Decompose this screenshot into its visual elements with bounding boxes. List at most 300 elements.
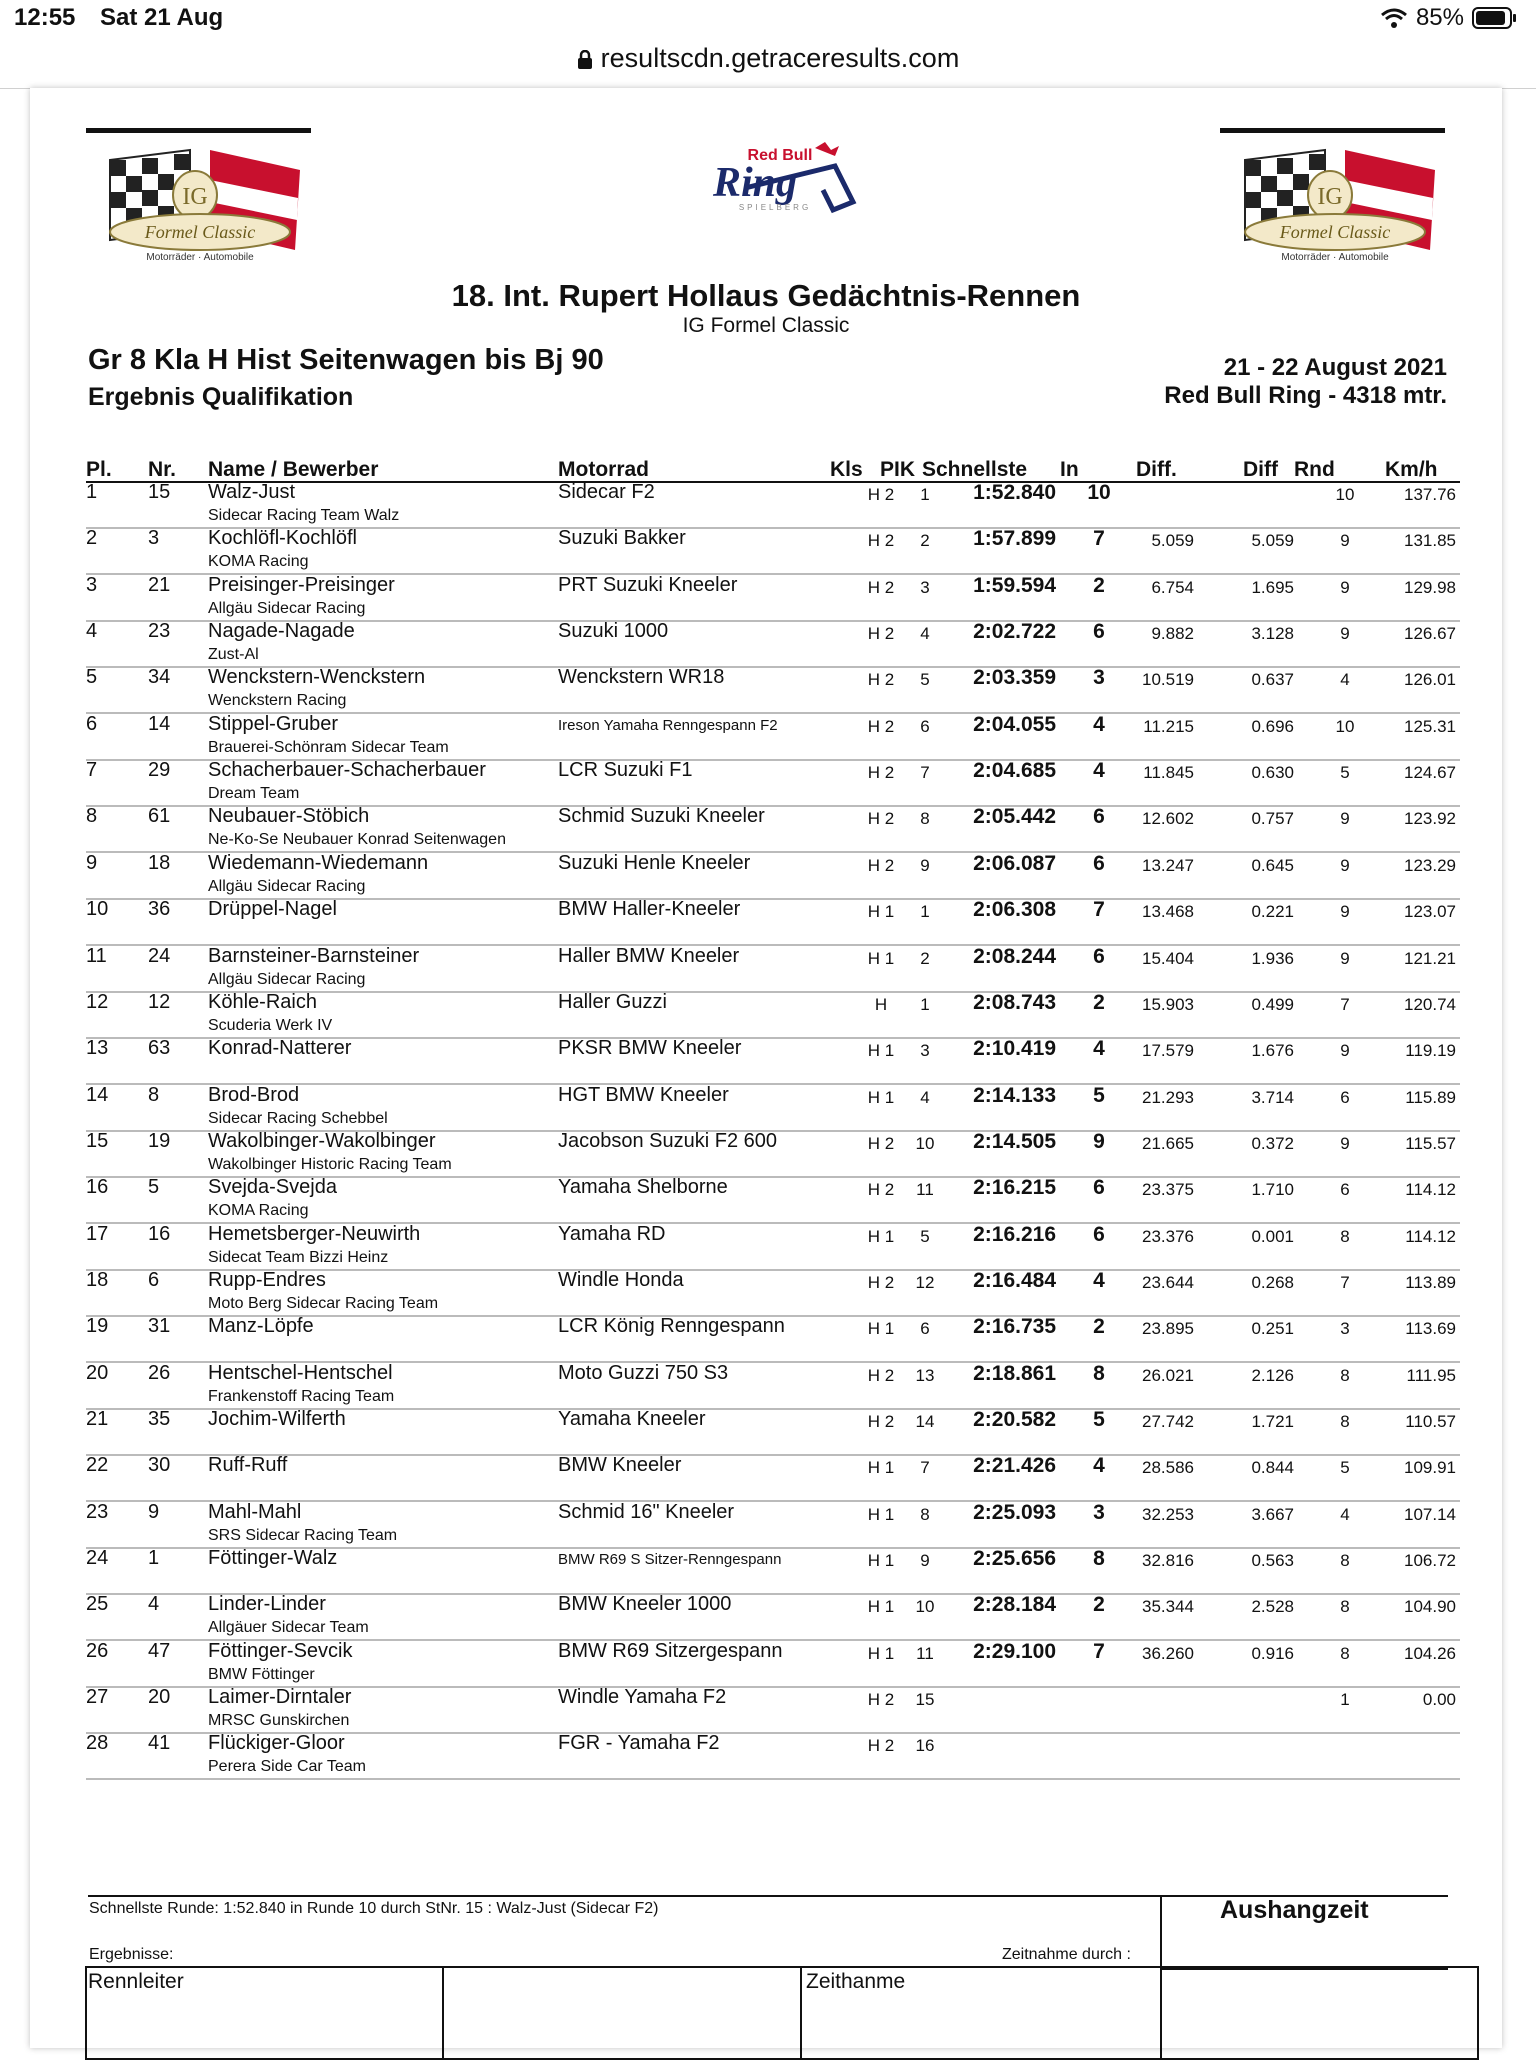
cell-pl: 27 <box>86 1686 109 1709</box>
col-pl: Pl. <box>86 458 112 481</box>
cell-fast: 2:04.055 <box>973 712 1056 736</box>
col-diff: Diff. <box>1136 458 1177 481</box>
cell-fast: 2:16.484 <box>973 1268 1056 1292</box>
cell-moto: BMW Haller-Kneeler <box>558 898 741 921</box>
cell-diff2: 0.268 <box>1251 1272 1294 1292</box>
cell-name: Rupp-Endres <box>208 1268 326 1291</box>
cell-diff: 21.665 <box>1142 1133 1194 1153</box>
event-title: 18. Int. Rupert Hollaus Gedächtnis-Rennen <box>451 278 1081 313</box>
cell-rnd: 9 <box>1340 624 1350 644</box>
cell-rnd: 9 <box>1340 948 1350 968</box>
cell-kls: H 2 <box>867 531 895 551</box>
cell-team: Brauerei-Schönram Sidecar Team <box>208 738 449 756</box>
ring-text: Ring <box>712 160 798 206</box>
cell-nr: 3 <box>148 527 160 550</box>
cell-name: Svejda-Svejda <box>208 1176 337 1199</box>
cell-team: Ne-Ko-Se Neubauer Konrad Seitenwagen <box>208 831 506 849</box>
cell-moto: FGR - Yamaha F2 <box>558 1732 720 1755</box>
cell-pl: 9 <box>86 851 98 874</box>
cell-kmh: 131.85 <box>1404 531 1456 551</box>
table-row <box>86 1593 1460 1641</box>
table-row <box>86 991 1460 1039</box>
logo-script-text: Formel Classic <box>144 222 256 242</box>
cell-fast: 2:05.442 <box>973 805 1056 829</box>
cell-pl: 19 <box>86 1315 109 1338</box>
cell-diff: 26.021 <box>1142 1365 1194 1385</box>
cell-kls: H 1 <box>867 1504 895 1524</box>
table-row <box>86 1269 1460 1317</box>
table-row <box>86 1732 1460 1780</box>
battery-icon <box>1472 6 1518 30</box>
cell-diff2: 0.563 <box>1251 1551 1294 1571</box>
cell-kls: H 2 <box>867 716 895 736</box>
cell-pik: 10 <box>915 1133 935 1153</box>
col-pik: PIK <box>880 458 916 481</box>
cell-kmh: 109.91 <box>1404 1458 1456 1478</box>
cell-diff: 15.903 <box>1142 994 1194 1014</box>
cell-diff: 21.293 <box>1142 1087 1194 1107</box>
cell-pl: 24 <box>86 1547 109 1570</box>
event-organizer: IG Formel Classic <box>682 314 850 337</box>
cell-pl: 10 <box>86 898 109 921</box>
cell-diff2: 3.667 <box>1251 1504 1294 1524</box>
cell-diff2: 1.695 <box>1251 577 1294 597</box>
cell-name: Schacherbauer-Schacherbauer <box>208 759 486 782</box>
cell-kmh: 124.67 <box>1404 763 1456 783</box>
cell-fast: 2:16.215 <box>973 1176 1056 1200</box>
table-row <box>86 1176 1460 1224</box>
cell-diff2: 0.645 <box>1251 855 1294 875</box>
cell-kls: H 2 <box>867 1272 895 1292</box>
cell-kls: H 1 <box>867 1643 895 1663</box>
cell-nr: 29 <box>148 759 171 782</box>
cell-pl: 2 <box>86 527 98 550</box>
ig-logo-text: IG <box>1317 184 1343 210</box>
cell-name: Flückiger-Gloor <box>208 1732 345 1755</box>
cell-fast: 2:14.505 <box>973 1129 1056 1153</box>
cell-moto: Sidecar F2 <box>558 481 655 503</box>
cell-in: 2 <box>1093 990 1105 1014</box>
cell-moto: Haller BMW Kneeler <box>558 944 740 967</box>
cell-pik: 12 <box>915 1272 935 1292</box>
cell-pl: 11 <box>86 944 107 967</box>
col-in: In <box>1060 458 1079 481</box>
cell-nr: 14 <box>148 712 171 735</box>
cell-name: Neubauer-Stöbich <box>208 805 370 828</box>
cell-nr: 36 <box>148 898 171 921</box>
cell-nr: 21 <box>148 573 171 596</box>
cell-moto: BMW R69 S Sitzer-Renngespann <box>558 1551 782 1569</box>
table-row <box>86 1223 1460 1271</box>
cell-rnd: 6 <box>1340 1087 1350 1107</box>
cell-name: Preisinger-Preisinger <box>208 573 395 596</box>
cell-pik: 5 <box>920 670 930 690</box>
cell-moto: Schmid 16" Kneeler <box>558 1500 735 1523</box>
cell-moto: PRT Suzuki Kneeler <box>558 573 738 596</box>
cell-rnd: 4 <box>1340 670 1350 690</box>
cell-team: KOMA Racing <box>208 1202 309 1220</box>
cell-in: 6 <box>1093 1222 1105 1246</box>
cell-diff: 9.882 <box>1151 624 1194 644</box>
cell-kls: H 2 <box>867 577 895 597</box>
cell-pik: 3 <box>920 577 930 597</box>
cell-kmh: 121.21 <box>1404 948 1456 968</box>
cell-diff: 5.059 <box>1151 531 1194 551</box>
col-diff2: Diff <box>1243 458 1278 481</box>
cell-kmh: 113.89 <box>1405 1272 1456 1292</box>
cell-rnd: 9 <box>1340 902 1350 922</box>
cell-nr: 61 <box>148 805 171 828</box>
cell-moto: Moto Guzzi 750 S3 <box>558 1361 729 1384</box>
cell-pik: 11 <box>916 1643 934 1663</box>
cell-diff2: 0.757 <box>1251 809 1294 829</box>
cell-pik: 11 <box>916 1180 934 1200</box>
cell-kls: H 2 <box>867 763 895 783</box>
cell-kmh: 113.69 <box>1405 1319 1456 1339</box>
cell-kmh: 106.72 <box>1404 1551 1456 1571</box>
cell-diff: 32.816 <box>1142 1551 1194 1571</box>
cell-nr: 4 <box>148 1593 160 1616</box>
cell-diff: 36.260 <box>1142 1643 1194 1663</box>
cell-kmh: 0.00 <box>1422 1690 1456 1710</box>
cell-moto: LCR König Renngespann <box>558 1315 785 1338</box>
cell-kmh: 120.74 <box>1404 994 1456 1014</box>
cell-rnd: 5 <box>1340 763 1350 783</box>
cell-fast: 2:08.743 <box>973 990 1056 1014</box>
cell-in: 5 <box>1093 1408 1105 1431</box>
cell-fast: 2:14.133 <box>973 1083 1056 1107</box>
zeithanme-label: Zeithanme <box>806 1970 906 1993</box>
cell-kmh: 115.89 <box>1405 1087 1456 1107</box>
red-bull-text: Red Bull <box>747 147 813 164</box>
cell-kmh: 110.57 <box>1405 1412 1456 1431</box>
cell-diff2: 2.126 <box>1251 1365 1294 1385</box>
cell-name: Wiedemann-Wiedemann <box>208 851 429 874</box>
cell-team: Zust-Al <box>208 646 259 664</box>
cell-kls: H 2 <box>867 1736 895 1756</box>
cell-pik: 9 <box>920 1551 930 1571</box>
cell-rnd: 8 <box>1340 1226 1350 1246</box>
cell-diff2: 0.372 <box>1251 1133 1294 1153</box>
table-row <box>86 1686 1460 1734</box>
cell-kls: H 1 <box>867 1226 895 1246</box>
cell-nr: 34 <box>148 666 171 689</box>
col-rnd: Rnd <box>1294 458 1335 481</box>
cell-rnd: 10 <box>1335 716 1355 736</box>
col-moto: Motorrad <box>558 458 649 481</box>
cell-kls: H 2 <box>867 670 895 690</box>
cell-pik: 7 <box>920 1458 930 1478</box>
cell-fast: 2:21.426 <box>973 1454 1056 1478</box>
cell-team: KOMA Racing <box>208 553 309 571</box>
cell-moto: Haller Guzzi <box>558 990 667 1013</box>
cell-rnd: 8 <box>1340 1643 1350 1663</box>
cell-moto: Suzuki 1000 <box>558 620 669 643</box>
cell-diff: 23.644 <box>1142 1272 1194 1292</box>
cell-rnd: 3 <box>1340 1319 1350 1339</box>
cell-team: Frankenstoff Racing Team <box>208 1387 395 1405</box>
cell-fast: 2:02.722 <box>973 620 1056 644</box>
cell-team: MRSC Gunskirchen <box>208 1712 350 1730</box>
cell-name: Wenckstern-Wenckstern <box>208 666 426 689</box>
cell-rnd: 5 <box>1340 1458 1350 1478</box>
cell-kls: H 1 <box>867 1041 895 1061</box>
table-row <box>86 620 1460 668</box>
cell-kmh: 123.29 <box>1404 855 1456 875</box>
cell-fast: 1:57.899 <box>973 527 1056 551</box>
cell-fast: 2:20.582 <box>973 1408 1056 1431</box>
cell-moto: LCR Suzuki F1 <box>558 759 693 782</box>
cell-pl: 4 <box>86 620 98 643</box>
wifi-icon <box>1380 7 1408 29</box>
table-row <box>86 713 1460 761</box>
cell-kls: H 1 <box>867 1087 895 1107</box>
cell-team: Moto Berg Sidecar Racing Team <box>208 1294 439 1312</box>
cell-rnd: 8 <box>1340 1597 1350 1617</box>
cell-moto: Suzuki Bakker <box>558 527 686 550</box>
cell-name: Stippel-Gruber <box>208 712 339 735</box>
cell-in: 4 <box>1093 1454 1105 1478</box>
cell-moto: Wenckstern WR18 <box>558 666 725 689</box>
header-rule-right <box>1220 128 1445 133</box>
cell-name: Hentschel-Hentschel <box>208 1361 393 1384</box>
cell-diff: 32.253 <box>1142 1504 1194 1524</box>
cell-rnd: 9 <box>1340 855 1350 875</box>
cell-rnd: 6 <box>1340 1180 1350 1200</box>
cell-team: Allgäu Sidecar Racing <box>208 599 366 617</box>
cell-in: 2 <box>1093 1315 1105 1339</box>
cell-pl: 15 <box>86 1129 109 1152</box>
cell-kls: H 1 <box>867 1597 895 1617</box>
cell-kmh: 129.98 <box>1404 577 1456 597</box>
cell-nr: 30 <box>148 1454 171 1477</box>
cell-pl: 18 <box>86 1268 109 1291</box>
battery-percent: 85% <box>1415 4 1464 31</box>
table-row <box>86 1454 1460 1502</box>
cell-nr: 9 <box>148 1500 160 1523</box>
cell-pl: 12 <box>86 990 109 1013</box>
cell-diff2: 0.001 <box>1251 1226 1294 1246</box>
cell-in: 2 <box>1093 1593 1105 1617</box>
cell-pik: 14 <box>915 1412 935 1431</box>
cell-pik: 9 <box>920 855 930 875</box>
logo-script-text: Formel Classic <box>1279 222 1391 242</box>
cell-moto: Yamaha Kneeler <box>558 1408 706 1430</box>
cell-team: Sidecat Team Bizzi Heinz <box>208 1248 389 1266</box>
cell-in: 6 <box>1093 805 1105 829</box>
cell-nr: 35 <box>148 1408 171 1430</box>
cell-in: 4 <box>1093 1037 1105 1061</box>
cell-diff: 27.742 <box>1142 1412 1194 1431</box>
table-row <box>86 481 1460 529</box>
url-text: resultscdn.getraceresults.com <box>600 43 960 73</box>
cell-kls: H 1 <box>867 1319 895 1339</box>
logo-subtext: Motorräder · Automobile <box>1281 252 1389 263</box>
cell-pl: 23 <box>86 1500 109 1523</box>
cell-diff2: 1.710 <box>1251 1180 1294 1200</box>
table-row <box>86 1084 1460 1132</box>
cell-pl: 17 <box>86 1222 109 1245</box>
cell-diff2: 1.721 <box>1251 1412 1294 1431</box>
cell-pik: 4 <box>920 624 930 644</box>
cell-name: Linder-Linder <box>208 1593 326 1616</box>
cell-pik: 5 <box>920 1226 930 1246</box>
cell-fast: 2:29.100 <box>973 1639 1056 1663</box>
cell-name: Föttinger-Sevcik <box>208 1639 353 1662</box>
cell-pl: 8 <box>86 805 98 828</box>
cell-kls: H 1 <box>867 948 895 968</box>
status-right <box>1380 4 1518 32</box>
cell-kls: H 2 <box>867 624 895 644</box>
cell-in: 10 <box>1087 481 1111 504</box>
cell-diff: 23.895 <box>1142 1319 1194 1339</box>
cell-rnd: 7 <box>1340 994 1350 1014</box>
cell-fast: 2:16.216 <box>973 1222 1056 1246</box>
cell-diff: 23.375 <box>1142 1180 1194 1200</box>
cell-nr: 16 <box>148 1222 171 1245</box>
cell-fast: 2:25.656 <box>973 1547 1056 1571</box>
cell-in: 6 <box>1093 1176 1105 1200</box>
cell-team: BMW Föttinger <box>208 1665 315 1683</box>
ig-logo-text: IG <box>182 184 208 210</box>
cell-fast: 2:08.244 <box>973 944 1056 968</box>
cell-in: 8 <box>1093 1547 1105 1571</box>
ig-formel-classic-logo-right <box>1225 140 1445 270</box>
cell-nr: 20 <box>148 1686 171 1709</box>
cell-diff: 13.468 <box>1142 902 1194 922</box>
cell-team: SRS Sidecar Racing Team <box>208 1526 398 1544</box>
cell-name: Konrad-Natterer <box>208 1037 352 1060</box>
cell-pik: 2 <box>920 531 930 551</box>
status-time: 12:55 <box>14 4 76 31</box>
cell-rnd: 9 <box>1340 577 1350 597</box>
cell-name: Kochlöfl-Kochlöfl <box>208 527 357 550</box>
rennleiter-label: Rennleiter <box>88 1970 184 1993</box>
cell-rnd: 9 <box>1340 531 1350 551</box>
cell-in: 3 <box>1093 666 1105 690</box>
cell-moto: Jacobson Suzuki F2 600 <box>558 1129 778 1152</box>
cell-fast: 2:06.087 <box>973 851 1056 875</box>
cell-name: Laimer-Dirntaler <box>208 1686 352 1709</box>
cell-fast: 2:28.184 <box>973 1593 1056 1617</box>
cell-rnd: 8 <box>1340 1551 1350 1571</box>
cell-kmh: 114.12 <box>1405 1180 1456 1200</box>
cell-pik: 6 <box>920 716 930 736</box>
cell-nr: 18 <box>148 851 171 874</box>
cell-nr: 6 <box>148 1268 160 1291</box>
cell-team: Wakolbinger Historic Racing Team <box>208 1155 452 1173</box>
zeitnahme-label: Zeitnahme durch : <box>1002 1946 1131 1963</box>
cell-in: 9 <box>1093 1129 1105 1153</box>
fastest-lap-note: Schnellste Runde: 1:52.840 in Runde 10 durch StNr. 15 : Walz-Just (Sidecar F2) <box>89 1900 659 1917</box>
cell-fast: 2:06.308 <box>973 898 1056 922</box>
cell-kmh: 123.07 <box>1404 902 1456 922</box>
cell-kmh: 137.76 <box>1404 485 1456 504</box>
table-row <box>86 1362 1460 1410</box>
table-row <box>86 759 1460 807</box>
cell-diff: 17.579 <box>1142 1041 1194 1061</box>
class-title: Gr 8 Kla H Hist Seitenwagen bis Bj 90 <box>88 344 604 376</box>
cell-team: Dream Team <box>208 785 300 803</box>
cell-in: 3 <box>1093 1500 1105 1524</box>
cell-kmh: 115.57 <box>1405 1133 1456 1153</box>
cell-name: Wakolbinger-Wakolbinger <box>208 1129 436 1152</box>
col-nr: Nr. <box>148 458 177 481</box>
cell-kls: H 1 <box>867 1551 895 1571</box>
table-row <box>86 805 1460 853</box>
cell-fast: 2:18.861 <box>973 1361 1056 1385</box>
results-sheet <box>30 88 1502 2048</box>
cell-in: 8 <box>1093 1361 1105 1385</box>
cell-kls: H 2 <box>867 1412 895 1431</box>
cell-moto: BMW Kneeler 1000 <box>558 1593 732 1616</box>
cell-name: Ruff-Ruff <box>208 1454 288 1477</box>
cell-pl: 26 <box>86 1639 109 1662</box>
cell-fast: 2:04.685 <box>973 759 1056 783</box>
cell-diff2: 3.714 <box>1251 1087 1294 1107</box>
table-row <box>86 574 1460 622</box>
cell-diff2: 0.630 <box>1251 763 1294 783</box>
cell-kls: H 2 <box>867 809 895 829</box>
cell-nr: 5 <box>148 1176 160 1199</box>
cell-rnd: 7 <box>1340 1272 1350 1292</box>
cell-in: 7 <box>1093 527 1105 551</box>
cell-rnd: 4 <box>1340 1504 1350 1524</box>
cell-name: Hemetsberger-Neuwirth <box>208 1222 421 1245</box>
cell-fast: 2:10.419 <box>973 1037 1056 1061</box>
cell-kmh: 111.95 <box>1406 1365 1456 1385</box>
cell-pl: 5 <box>86 666 98 689</box>
table-row <box>86 1315 1460 1363</box>
cell-in: 4 <box>1093 759 1105 783</box>
cell-diff2: 5.059 <box>1251 531 1294 551</box>
cell-diff2: 1.936 <box>1251 948 1294 968</box>
cell-name: Drüppel-Nagel <box>208 898 337 921</box>
cell-moto: Schmid Suzuki Kneeler <box>558 805 765 828</box>
table-row <box>86 666 1460 714</box>
cell-pl: 16 <box>86 1176 109 1199</box>
address-bar[interactable] <box>0 38 1536 89</box>
cell-kmh: 107.14 <box>1404 1504 1456 1524</box>
cell-kls: H 2 <box>867 1690 895 1710</box>
aushang-label: Aushangzeit <box>1220 1896 1369 1924</box>
sig-divider-2 <box>800 1966 802 2060</box>
col-kmh: Km/h <box>1385 458 1438 481</box>
cell-fast: 2:16.735 <box>973 1315 1056 1339</box>
cell-nr: 1 <box>148 1547 160 1570</box>
cell-kls: H 1 <box>867 902 895 922</box>
cell-name: Köhle-Raich <box>208 990 317 1013</box>
spielberg-text: SPIELBERG <box>738 203 812 212</box>
cell-pik: 4 <box>920 1087 930 1107</box>
cell-moto: Yamaha Shelborne <box>558 1176 728 1199</box>
cell-in: 4 <box>1093 712 1105 736</box>
cell-kls: H <box>874 994 888 1014</box>
cell-moto: Ireson Yamaha Renngespann F2 <box>558 716 778 734</box>
cell-diff: 12.602 <box>1142 809 1194 829</box>
cell-diff: 11.845 <box>1143 763 1194 783</box>
cell-pik: 1 <box>920 902 930 922</box>
cell-nr: 15 <box>148 481 171 503</box>
col-fast: Schnellste <box>922 458 1028 481</box>
cell-diff2: 0.696 <box>1251 716 1294 736</box>
cell-pik: 2 <box>920 948 930 968</box>
cell-pl: 25 <box>86 1593 109 1616</box>
cell-team: Allgäu Sidecar Racing <box>208 877 366 895</box>
cell-moto: BMW R69 Sitzergespann <box>558 1639 783 1662</box>
cell-moto: PKSR BMW Kneeler <box>558 1037 742 1060</box>
cell-diff2: 1.676 <box>1251 1041 1294 1061</box>
